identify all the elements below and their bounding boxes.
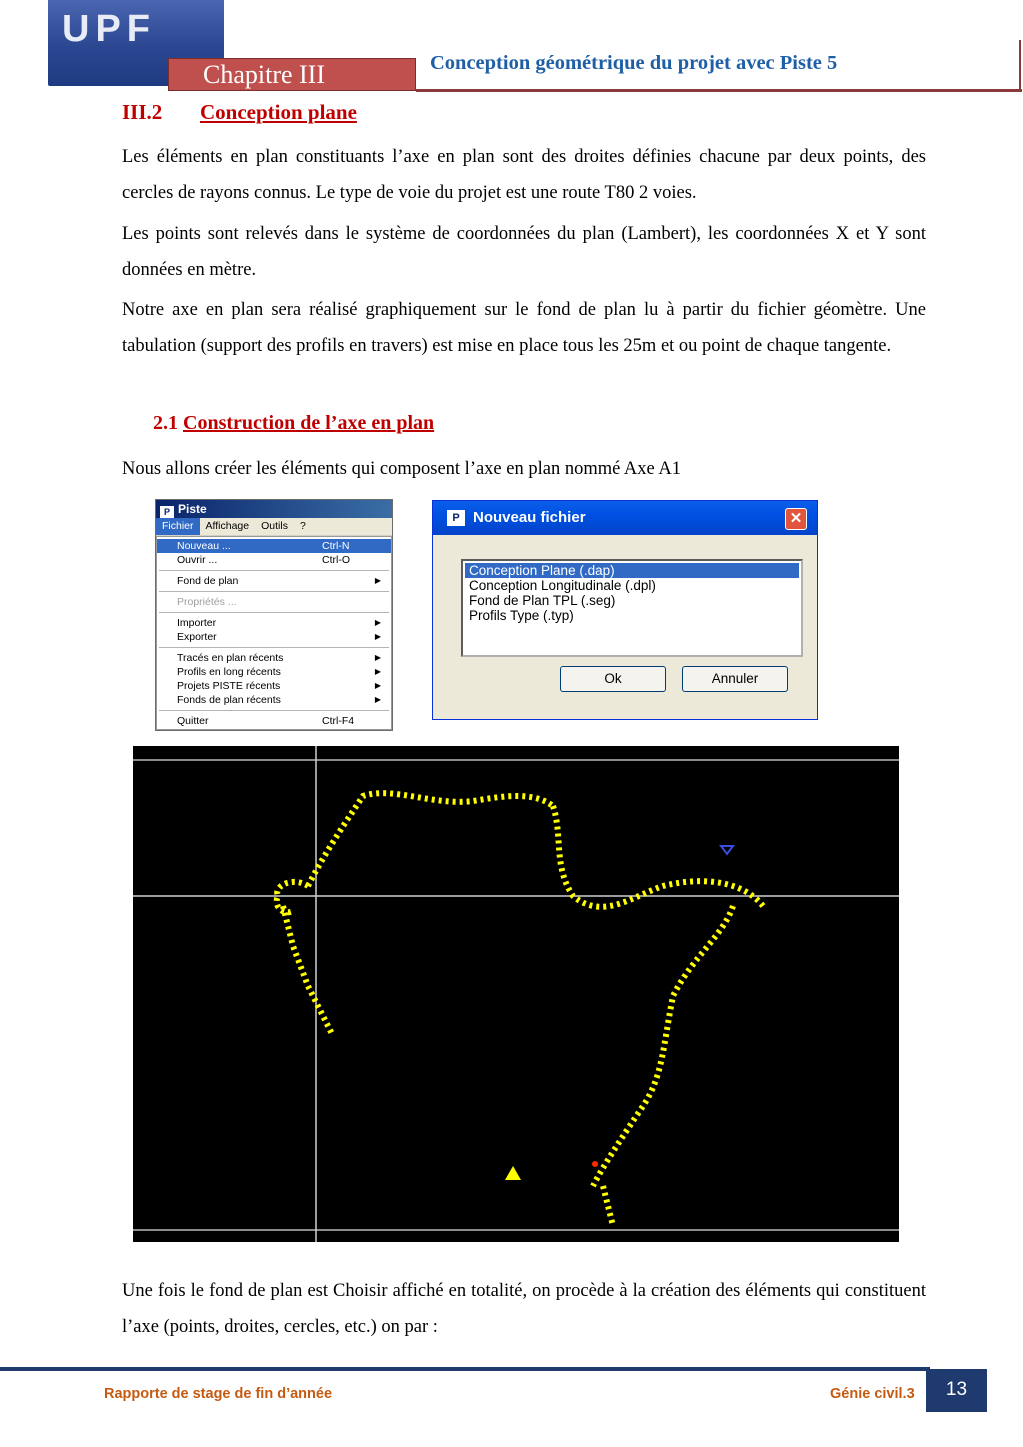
- close-icon[interactable]: ✕: [785, 508, 807, 530]
- file-type-list[interactable]: [461, 559, 803, 657]
- menu-item-label: Fonds de plan récents: [177, 694, 281, 706]
- menu-separator: [157, 609, 391, 616]
- menu-window-titlebar: [156, 500, 392, 518]
- submenu-arrow-icon: ▶: [374, 632, 381, 641]
- menu-outils[interactable]: Outils: [261, 520, 288, 532]
- plan-drawing: [133, 746, 899, 1242]
- file-type-option-typ[interactable]: Profils Type (.typ): [469, 608, 574, 623]
- submenu-arrow-icon: ▶: [374, 576, 381, 585]
- header-title: Conception géométrique du projet avec Piste 5: [430, 52, 838, 74]
- logo-text: UPF: [62, 8, 156, 50]
- menu-item-quitter[interactable]: [157, 714, 391, 728]
- file-type-option-seg[interactable]: Fond de Plan TPL (.seg): [469, 593, 616, 608]
- subsection-heading: [153, 412, 434, 435]
- footer-left-text: Rapporte de stage de fin d’année: [104, 1386, 333, 1402]
- section-title: Conception plane: [200, 100, 357, 124]
- menu-item-shortcut: Ctrl-O: [322, 554, 350, 566]
- file-type-option-dpl[interactable]: Conception Longitudinale (.dpl): [469, 578, 656, 593]
- menu-item-importer[interactable]: [157, 616, 391, 630]
- paragraph-3: Notre axe en plan sera réalisé graphiquement sur le fond de plan lu à partir du fichier géomètre. Une tabulation (support des profils en travers) est mise en place tous les 25m et ou point de chaque tangente.: [122, 300, 926, 356]
- footer-right-text: Génie civil.3: [830, 1386, 915, 1402]
- menu-separator: [157, 588, 391, 595]
- section-heading: [122, 100, 357, 125]
- survey-points: [277, 793, 763, 1226]
- submenu-arrow-icon: ▶: [374, 653, 381, 662]
- nouveau-fichier-dialog: [432, 500, 818, 720]
- menu-item-proprietes: [157, 595, 391, 609]
- chapter-label: Chapitre III: [168, 58, 416, 91]
- menu-item-label: Tracés en plan récents: [177, 652, 284, 664]
- subsection-number: 2.1: [153, 412, 178, 434]
- paragraph-5: Une fois le fond de plan est Choisir affiché en totalité, on procède à la création des éléments qui constituent l’axe (points, droites, cercles, etc.) on par :: [122, 1281, 926, 1337]
- piste-app-icon: P: [160, 506, 174, 518]
- menu-item-shortcut: Ctrl-N: [322, 540, 350, 552]
- menu-item-traces-recents[interactable]: [157, 651, 391, 665]
- piste-menu-screenshot: [155, 499, 393, 731]
- menu-item-label: Nouveau ...: [177, 540, 231, 552]
- menu-window-title: Piste: [178, 502, 207, 516]
- menubar: [156, 518, 392, 535]
- paragraph-2: Les points sont relevés dans le système de coordonnées du plan (Lambert), les coordonnées X et Y sont données en mètre.: [122, 224, 926, 280]
- menu-item-fond-de-plan[interactable]: [157, 574, 391, 588]
- submenu-arrow-icon: ▶: [374, 667, 381, 676]
- fichier-dropdown: [156, 536, 392, 730]
- menu-item-label: Fond de plan: [177, 575, 239, 587]
- header-divider-vertical: [1019, 40, 1021, 92]
- page-number: 13: [926, 1369, 987, 1412]
- submenu-arrow-icon: ▶: [374, 681, 381, 690]
- ok-button[interactable]: Ok: [560, 666, 666, 692]
- submenu-arrow-icon: ▶: [374, 618, 381, 627]
- menu-item-nouveau[interactable]: [157, 539, 391, 553]
- subsection-title: Construction de l’axe en plan: [183, 412, 435, 434]
- menu-item-profils-recents[interactable]: [157, 665, 391, 679]
- menu-item-fonds-recents[interactable]: [157, 693, 391, 707]
- menu-help[interactable]: ?: [299, 520, 306, 532]
- paragraph-1: Les éléments en plan constituants l’axe en plan sont des droites définies chacune par deux points, des cercles de rayons connus. Le type de voie du projet est une route T80 2 voies.: [122, 147, 926, 203]
- menu-affichage[interactable]: Affichage: [205, 520, 250, 532]
- footer-divider: [0, 1367, 930, 1371]
- file-type-option-dap[interactable]: Conception Plane (.dap): [465, 563, 799, 578]
- menu-item-label: Quitter: [177, 715, 209, 727]
- menu-separator: [157, 567, 391, 574]
- menu-separator: [157, 644, 391, 651]
- menu-item-label: Ouvrir ...: [177, 554, 218, 566]
- piste-app-icon: P: [447, 510, 465, 526]
- dialog-titlebar: [433, 501, 817, 535]
- cancel-button[interactable]: Annuler: [682, 666, 788, 692]
- menu-item-label: Exporter: [177, 631, 217, 643]
- submenu-arrow-icon: ▶: [374, 695, 381, 704]
- paragraph-4: Nous allons créer les éléments qui composent l’axe en plan nommé Axe A1: [122, 459, 681, 479]
- menu-item-label: Projets PISTE récents: [177, 680, 281, 692]
- survey-point-isolated: [505, 1166, 521, 1180]
- menu-item-label: Profils en long récents: [177, 666, 281, 678]
- marker-point: [592, 1161, 598, 1167]
- menu-item-shortcut: Ctrl-F4: [322, 715, 355, 727]
- menu-item-ouvrir[interactable]: [157, 553, 391, 567]
- menu-fichier[interactable]: Fichier: [156, 518, 200, 535]
- marker-triangle-icon: [721, 846, 733, 854]
- dialog-title: Nouveau fichier: [473, 509, 586, 526]
- menu-item-exporter[interactable]: [157, 630, 391, 644]
- menu-separator: [157, 707, 391, 714]
- section-number: III.2: [122, 100, 163, 124]
- menu-item-label: Importer: [177, 617, 217, 629]
- menu-item-label: Propriétés ...: [177, 596, 237, 608]
- header-divider: [416, 89, 1022, 92]
- menu-item-projets-recents[interactable]: [157, 679, 391, 693]
- cad-plan-view: [133, 746, 899, 1242]
